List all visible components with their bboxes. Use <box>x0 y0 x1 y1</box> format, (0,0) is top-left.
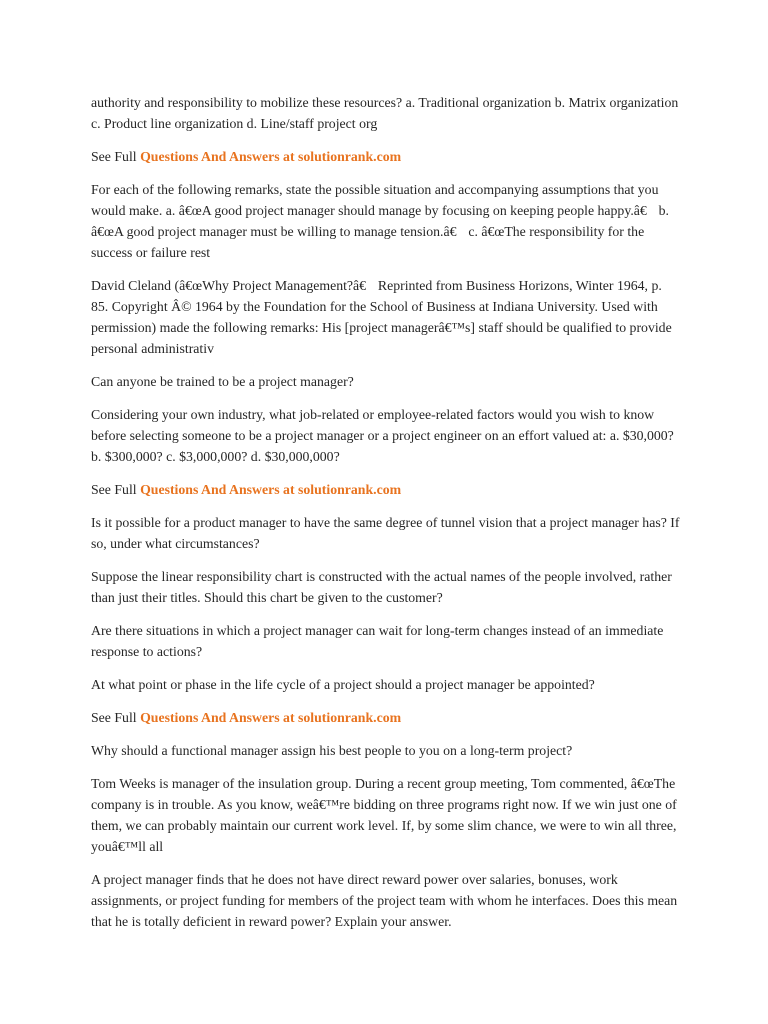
question-paragraph: Tom Weeks is manager of the insulation group. During a recent group meeting, Tom commented, â€œThe company is in trouble. As you know, weâ€™re bidding on three programs right now. If we win just one of them, we can probably maintain our current work level. If, by some slim chance, we were to win all three, youâ€™ll all <box>91 776 677 854</box>
question-paragraph: David Cleland (â€œWhy Project Management?â€ Reprinted from Business Horizons, Winter 1964, p. 85. Copyright Â© 1964 by the Foundation for the School of Business at Indiana University. Used with permission) made the following remarks: His [project managerâ€™s] staff should be qualified to provide personal administrativ <box>91 278 672 356</box>
see-full-line <box>91 146 681 167</box>
questions-answers-link[interactable]: Questions And Answers at solutionrank.com <box>140 482 402 497</box>
question-paragraph: Why should a functional manager assign his best people to you on a long-term project? <box>91 743 573 758</box>
see-full-line <box>91 479 681 500</box>
questions-answers-link[interactable]: Questions And Answers at solutionrank.com <box>140 149 402 164</box>
question-paragraph: A project manager finds that he does not have direct reward power over salaries, bonuses, work assignments, or project funding for members of the project team with whom he interfaces. Does this mean that he is totally deficient in reward power? Explain your answer. <box>91 872 678 929</box>
question-paragraph: authority and responsibility to mobilize these resources? a. Traditional organization b. Matrix organization c. Product line organization d. Line/staff project org <box>91 95 679 131</box>
see-full-prefix: See Full <box>91 710 141 725</box>
question-paragraph: At what point or phase in the life cycle of a project should a project manager be appointed? <box>91 677 595 692</box>
see-full-line <box>91 707 681 728</box>
question-paragraph: For each of the following remarks, state the possible situation and accompanying assumptions that you would make. a. â€œA good project manager should manage by focusing on keeping people happy.â€ b. â€œA good project manager must be willing to manage tension.â€ c. â€œThe responsibility for the success or failure rest <box>91 182 669 260</box>
question-paragraph: Suppose the linear responsibility chart is constructed with the actual names of the people involved, rather than just their titles. Should this chart be given to the customer? <box>91 569 672 605</box>
document-body <box>91 92 681 944</box>
see-full-prefix: See Full <box>91 482 141 497</box>
question-paragraph: Can anyone be trained to be a project manager? <box>91 374 354 389</box>
question-paragraph: Are there situations in which a project manager can wait for long-term changes instead of an immediate response to actions? <box>91 623 664 659</box>
question-paragraph: Considering your own industry, what job-related or employee-related factors would you wish to know before selecting someone to be a project manager or a project engineer on an effort valued at: a. $30,000? b. $300,000? c. $3,000,000? d. $30,000,000? <box>91 407 674 464</box>
question-paragraph: Is it possible for a product manager to have the same degree of tunnel vision that a project manager has? If so, under what circumstances? <box>91 515 680 551</box>
see-full-prefix: See Full <box>91 149 141 164</box>
questions-answers-link[interactable]: Questions And Answers at solutionrank.com <box>140 710 402 725</box>
